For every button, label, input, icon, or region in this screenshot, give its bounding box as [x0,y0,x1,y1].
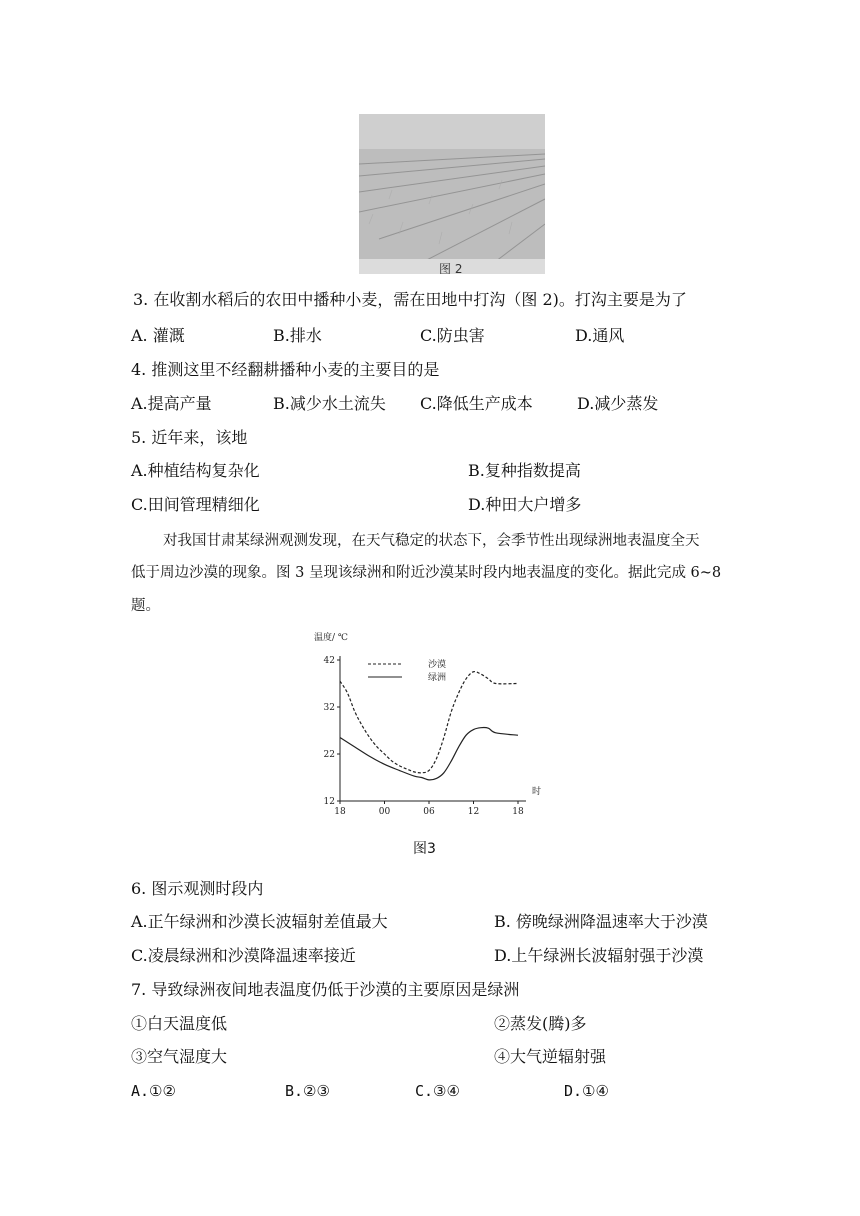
x-tick-label: 18 [512,807,524,817]
legend-label-desert: 沙漠 [428,660,447,670]
x-tick-label: 06 [423,807,435,817]
question-5-option-d: D.种田大户增多 [468,495,582,514]
intro-line-2: 低于周边沙漠的现象。图 3 呈现该绿洲和附近沙漠某时段内地表温度的变化。据此完成 6~8 [131,565,722,581]
y-tick-label: 32 [323,703,335,713]
x-tick-label: 18 [334,807,346,817]
question-7-item-1: ①白天温度低 [131,1014,228,1033]
figure-2-caption: 图 2 [439,262,463,274]
question-7-stem: 7. 导致绿洲夜间地表温度仍低于沙漠的主要原因是绿洲 [131,980,520,999]
x-tick-label: 12 [467,807,480,817]
question-3-option-b: B.排水 [273,326,322,345]
question-4-option-d: D.减少蒸发 [577,394,659,413]
figure-3-caption: 图3 [413,841,436,857]
question-4-option-a: A.提高产量 [131,394,212,413]
temperature-chart-svg [300,625,560,830]
question-5-option-b: B.复种指数提高 [468,461,581,480]
y-tick-label: 22 [323,750,335,760]
question-7-option-b: B.②③ [285,1082,330,1100]
question-6-option-d: D.上午绿洲长波辐射强于沙漠 [494,946,704,965]
question-3-option-a: A. 灌溉 [131,326,185,345]
question-5-stem: 5. 近年来，该地 [131,428,248,447]
question-7-option-d: D.①④ [564,1082,609,1100]
question-5-option-c: C.田间管理精细化 [131,495,260,514]
field-photo-drawing [359,114,545,274]
desert-series-line [340,672,518,773]
intro-line-1: 对我国甘肃某绿洲观测发现，在天气稳定的状态下，会季节性出现绿洲地表温度全天 [163,533,700,549]
question-4-option-b: B.减少水土流失 [273,394,386,413]
question-4-option-c: C.降低生产成本 [420,394,533,413]
question-3-option-d: D.通风 [575,326,625,345]
question-7-option-c: C.③④ [415,1082,460,1100]
x-axis-label: 时 [532,787,542,797]
field-photo [359,114,545,274]
question-7-item-4: ④大气逆辐射强 [494,1047,607,1066]
question-6-stem: 6. 图示观测时段内 [131,879,264,898]
question-3-stem: 3. 在收割水稻后的农田中播种小麦，需在田地中打沟（图 2)。打沟主要是为了 [133,290,687,309]
y-tick-label: 42 [323,656,335,666]
question-6-option-a: A.正午绿洲和沙漠长波辐射差值最大 [131,912,388,931]
y-tick-label: 12 [323,797,335,807]
question-7-option-a: A.①② [131,1082,176,1100]
question-3-option-c: C.防虫害 [420,326,485,345]
question-5-option-a: A.种植结构复杂化 [131,461,260,480]
temperature-chart [300,625,560,830]
question-7-item-3: ③空气湿度大 [131,1047,228,1066]
question-4-stem: 4. 推测这里不经翻耕播种小麦的主要目的是 [131,360,440,379]
question-6-option-c: C.凌晨绿洲和沙漠降温速率接近 [131,946,356,965]
x-tick-label: 00 [378,807,391,817]
intro-line-3: 题。 [131,598,160,614]
oasis-series-line [340,727,518,779]
legend-label-oasis: 绿洲 [428,673,447,683]
y-axis-label: 温度/ ℃ [314,633,348,643]
question-6-option-b: B. 傍晚绿洲降温速率大于沙漠 [494,912,708,931]
question-7-item-2: ②蒸发(腾)多 [494,1014,587,1033]
